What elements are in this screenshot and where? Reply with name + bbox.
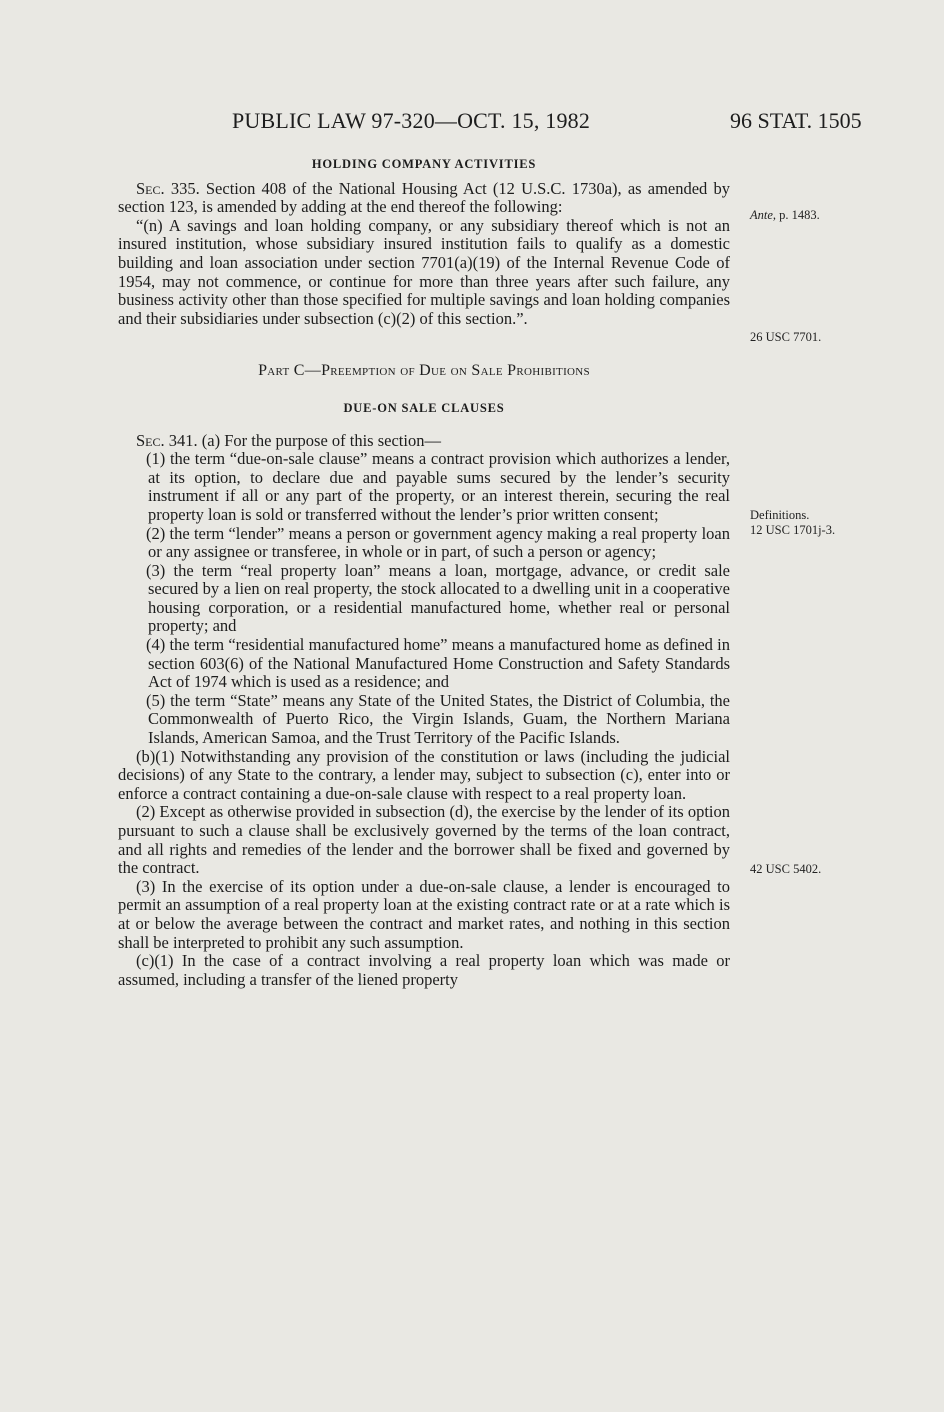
margin-note-ante — [750, 208, 820, 223]
subsection-b-2: (2) Except as otherwise provided in subsection (d), the exercise by the lender of its option pursuant to such a clause shall be exclusively governed by the terms of the loan contract, and all rights and remedies of the lender and the borrower shall be fixed and governed by the contract. — [118, 802, 730, 878]
margin-note-ante-page: p. 1483. — [776, 208, 820, 222]
definition-4: (4) the term “residential manufactured home” means a manufactured home as defined in section 603(6) of the National Manufactured Home Construction and Safety Standards Act of 1974 which is used as a residence; and — [146, 635, 730, 692]
subsection-c-1: (c)(1) In the case of a contract involving a real property loan which was made or assumed, including a transfer of the liened property — [118, 951, 730, 989]
subsection-b-3: (3) In the exercise of its option under a due-on-sale clause, a lender is encouraged to permit an assumption of a real property loan at the existing contract rate or at a rate which is at or below the average between the contract and market rates, and nothing in this section shall be interpreted to prohibit any such assumption. — [118, 876, 730, 952]
definition-5: (5) the term “State” means any State of the United States, the District of Columbia, the Commonwealth of Puerto Rico, the Virgin Islands, Guam, the Northern Mariana Islands, American Samoa, and the Trust Territory of the Pacific Islands. — [146, 690, 730, 748]
section-341-intro — [118, 432, 730, 451]
section-335-label: Sec. — [136, 178, 165, 198]
part-c-heading-text: Part C—Preemption of Due on Sale Prohibitions — [258, 362, 590, 380]
section-335-subsection-n: “(n) A savings and loan holding company, or any subsidiary thereof which is not an insured institution, whose subsidiary insured institution fails to qualify as a domestic building and loan association under section 7701(a)(19) of the Internal Revenue Code of 1954, may not commence, or continue for more than three years after such failure, any business activity other than those specified for multiple savings and loan holding companies and their subsidiaries under subsection (c)(2) of this section.”. — [118, 215, 730, 328]
section-335-intro — [118, 180, 730, 217]
holding-company-heading: HOLDING COMPANY ACTIVITIES — [311, 157, 537, 171]
due-on-sale-heading: DUE-ON SALE CLAUSES — [343, 400, 505, 415]
section-341-a-text: 341. (a) For the purpose of this section— — [164, 430, 441, 450]
margin-note-definitions: Definitions. — [750, 508, 810, 522]
section-335-text: 335. Section 408 of the National Housing Act (12 U.S.C. 1730a), as amended by section 123, is amended by adding at the end thereof the following: — [118, 178, 730, 217]
page-header-statute: 96 STAT. 1505 — [730, 108, 862, 133]
margin-note-12-usc-1701j-3: 12 USC 1701j-3. — [750, 523, 836, 537]
body-text-column — [118, 155, 730, 989]
section-341-label: Sec. — [136, 430, 165, 450]
subsection-b-1: (b)(1) Notwithstanding any provision of the constitution or laws (including the judicial decisions) of any State to the contrary, a lender may, subject to subsection (c), enter into or enforce a contract containing a due-on-sale clause with respect to a real property loan. — [118, 746, 730, 803]
definition-3: (3) the term “real property loan” means a loan, mortgage, advance, or credit sale secured by a lien on real property, the stock allocated to a dwelling unit in a cooperative housing corporation, or a residential manufactured home, whether real or personal property; and — [146, 560, 730, 636]
margin-note-42-usc-5402: 42 USC 5402. — [750, 862, 822, 876]
margin-note-ante-italic: Ante, — [750, 208, 777, 222]
part-c-heading — [118, 362, 730, 381]
page-header-title: PUBLIC LAW 97-320—OCT. 15, 1982 — [232, 108, 591, 133]
definition-1: (1) the term “due-on-sale clause” means a contract provision which authorizes a lender, at its option, to declare due and payable sums secured by the lender’s security instrument if all or any part of the property, or an interest therein, securing the real property loan is sold or transferred without the lender’s prior written consent; — [146, 449, 730, 524]
definition-2: (2) the term “lender” means a person or government agency making a real property loan or any assignee or transferee, in whole or in part, of such a person or agency; — [146, 523, 730, 562]
margin-note-26-usc-7701: 26 USC 7701. — [750, 330, 822, 344]
